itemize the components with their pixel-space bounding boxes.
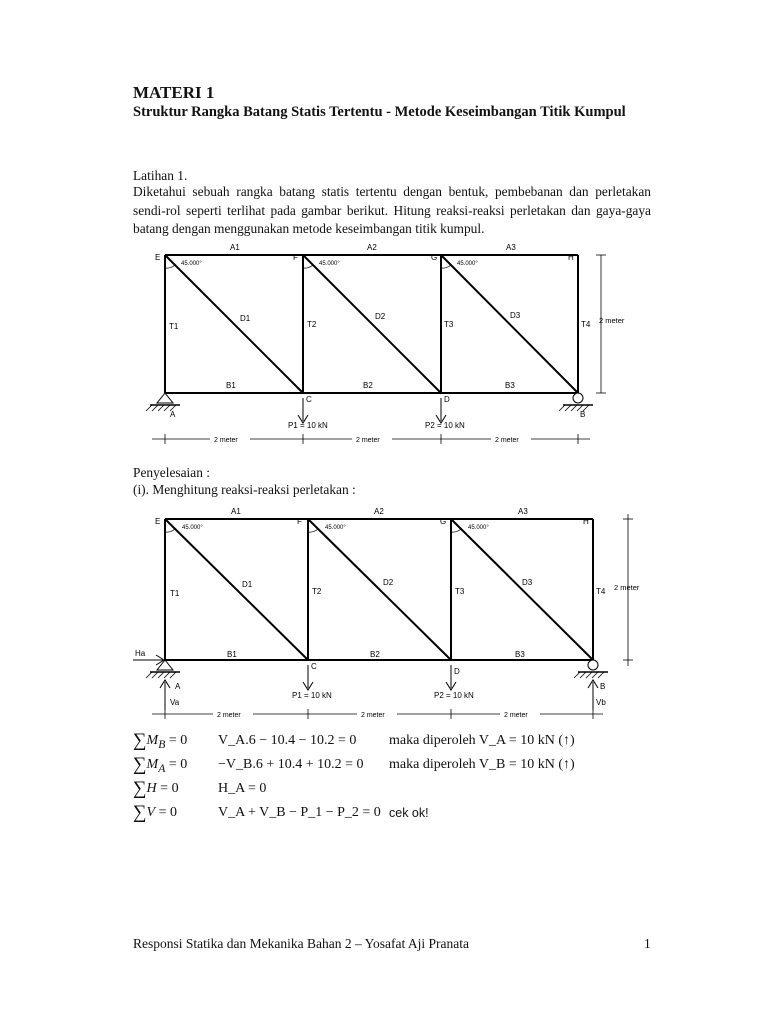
member-t1-label: T1 <box>170 589 180 598</box>
member-b2-label: B2 <box>363 381 373 390</box>
span-dimension-label: 2 meter <box>361 712 385 719</box>
angle-label: 45.000° <box>457 261 478 267</box>
equation-work: V_A + V_B − P_1 − P_2 = 0 <box>218 805 381 820</box>
angle-label: 45.000° <box>468 525 489 531</box>
span-dimension-label: 2 meter <box>217 712 241 719</box>
span-dimension-label: 2 meter <box>504 712 528 719</box>
truss-figure-2 <box>0 500 768 725</box>
node-a-label: A <box>170 410 176 419</box>
member-t4-label: T4 <box>596 587 606 596</box>
node-g-label: G <box>440 517 447 526</box>
exercise-label: Latihan 1. <box>133 168 188 183</box>
member-a3-label: A3 <box>506 243 516 252</box>
equation-lhs: ∑H = 0 <box>133 778 179 799</box>
load-p2-label: P2 = 10 kN <box>425 421 465 430</box>
load-p1-label: P1 = 10 kN <box>288 421 328 430</box>
member-t2-label: T2 <box>307 320 317 329</box>
truss-figure-1 <box>0 238 768 450</box>
node-e-label: E <box>155 253 161 262</box>
equation-work: V_A.6 − 10.4 − 10.2 = 0 <box>218 733 357 748</box>
member-d1-label: D1 <box>240 314 251 323</box>
member-t3-label: T3 <box>455 587 465 596</box>
equation-lhs: $\sum M_B = 0$ <box>133 730 188 751</box>
equation-result: maka diperoleh V_A = 10 kN (↑) <box>389 733 575 748</box>
node-f-label: F <box>293 253 298 262</box>
equation-lhs: ∑V = 0 <box>133 802 178 823</box>
member-d3-label: D3 <box>510 311 521 320</box>
node-h-label: H <box>583 517 589 526</box>
height-dimension-label: 2 meter <box>599 316 625 325</box>
member-a3-label: A3 <box>518 507 528 516</box>
member-t2-label: T2 <box>312 587 322 596</box>
angle-label: 45.000° <box>182 525 203 531</box>
span-dimension-label: 2 meter <box>495 437 519 444</box>
node-b-label: B <box>580 410 586 419</box>
member-d3-label: D3 <box>522 578 533 587</box>
footer-text: Responsi Statika dan Mekanika Bahan 2 – Yosafat Aji Pranata <box>133 936 469 951</box>
member-b2-label: B2 <box>370 650 380 659</box>
equation-work: H_A = 0 <box>218 781 267 796</box>
member-b3-label: B3 <box>515 650 525 659</box>
node-f-label: F <box>297 517 302 526</box>
member-t1-label: T1 <box>169 322 179 331</box>
member-d1-label: D1 <box>242 580 253 589</box>
member-d2-label: D2 <box>383 578 394 587</box>
node-d-label: D <box>454 667 460 676</box>
load-p2-label: P2 = 10 kN <box>434 691 474 700</box>
node-e-label: E <box>155 517 161 526</box>
reaction-ha-label: Ha <box>135 649 146 658</box>
equation-lhs: $\sum M_A = 0$ <box>133 754 188 775</box>
equation-result: cek ok! <box>389 806 429 820</box>
height-dimension-label: 2 meter <box>614 583 640 592</box>
equation-work: −V_B.6 + 10.4 + 10.2 = 0 <box>218 757 364 772</box>
member-t4-label: T4 <box>581 320 591 329</box>
member-b1-label: B1 <box>226 381 236 390</box>
member-a2-label: A2 <box>374 507 384 516</box>
member-a2-label: A2 <box>367 243 377 252</box>
angle-label: 45.000° <box>319 261 340 267</box>
solution-step: (i). Menghitung reaksi-reaksi perletakan : <box>133 482 356 497</box>
member-a1-label: A1 <box>231 507 241 516</box>
node-c-label: C <box>306 395 312 404</box>
node-a-label: A <box>175 682 181 691</box>
member-t3-label: T3 <box>444 320 454 329</box>
solution-label: Penyelesaian : <box>133 465 210 480</box>
page-subtitle: Struktur Rangka Batang Statis Tertentu - Metode Keseimbangan Titik Kumpul <box>133 104 626 120</box>
node-g-label: G <box>431 253 438 262</box>
reaction-vb-label: Vb <box>596 698 606 707</box>
load-p1-label: P1 = 10 kN <box>292 691 332 700</box>
member-a1-label: A1 <box>230 243 240 252</box>
page-number: 1 <box>644 936 651 951</box>
exercise-text: Diketahui sebuah rangka batang statis tertentu dengan bentuk, pembebanan dan perletakan sendi-rol seperti terlihat pada gambar berikut. Hitung reaksi-reaksi perletakan dan gaya-gaya batang dengan menggunakan metode keseimbangan titik kumpul. <box>133 184 651 236</box>
span-dimension-label: 2 meter <box>214 437 238 444</box>
angle-label: 45.000° <box>181 261 202 267</box>
reaction-va-label: Va <box>170 698 180 707</box>
member-b1-label: B1 <box>227 650 237 659</box>
node-c-label: C <box>311 662 317 671</box>
equation-result: maka diperoleh V_B = 10 kN (↑) <box>389 757 575 772</box>
angle-label: 45.000° <box>325 525 346 531</box>
node-h-label: H <box>568 253 574 262</box>
member-d2-label: D2 <box>375 312 386 321</box>
node-b-label: B <box>600 682 606 691</box>
node-d-label: D <box>444 395 450 404</box>
page-title: MATERI 1 <box>133 83 215 102</box>
span-dimension-label: 2 meter <box>356 437 380 444</box>
member-b3-label: B3 <box>505 381 515 390</box>
